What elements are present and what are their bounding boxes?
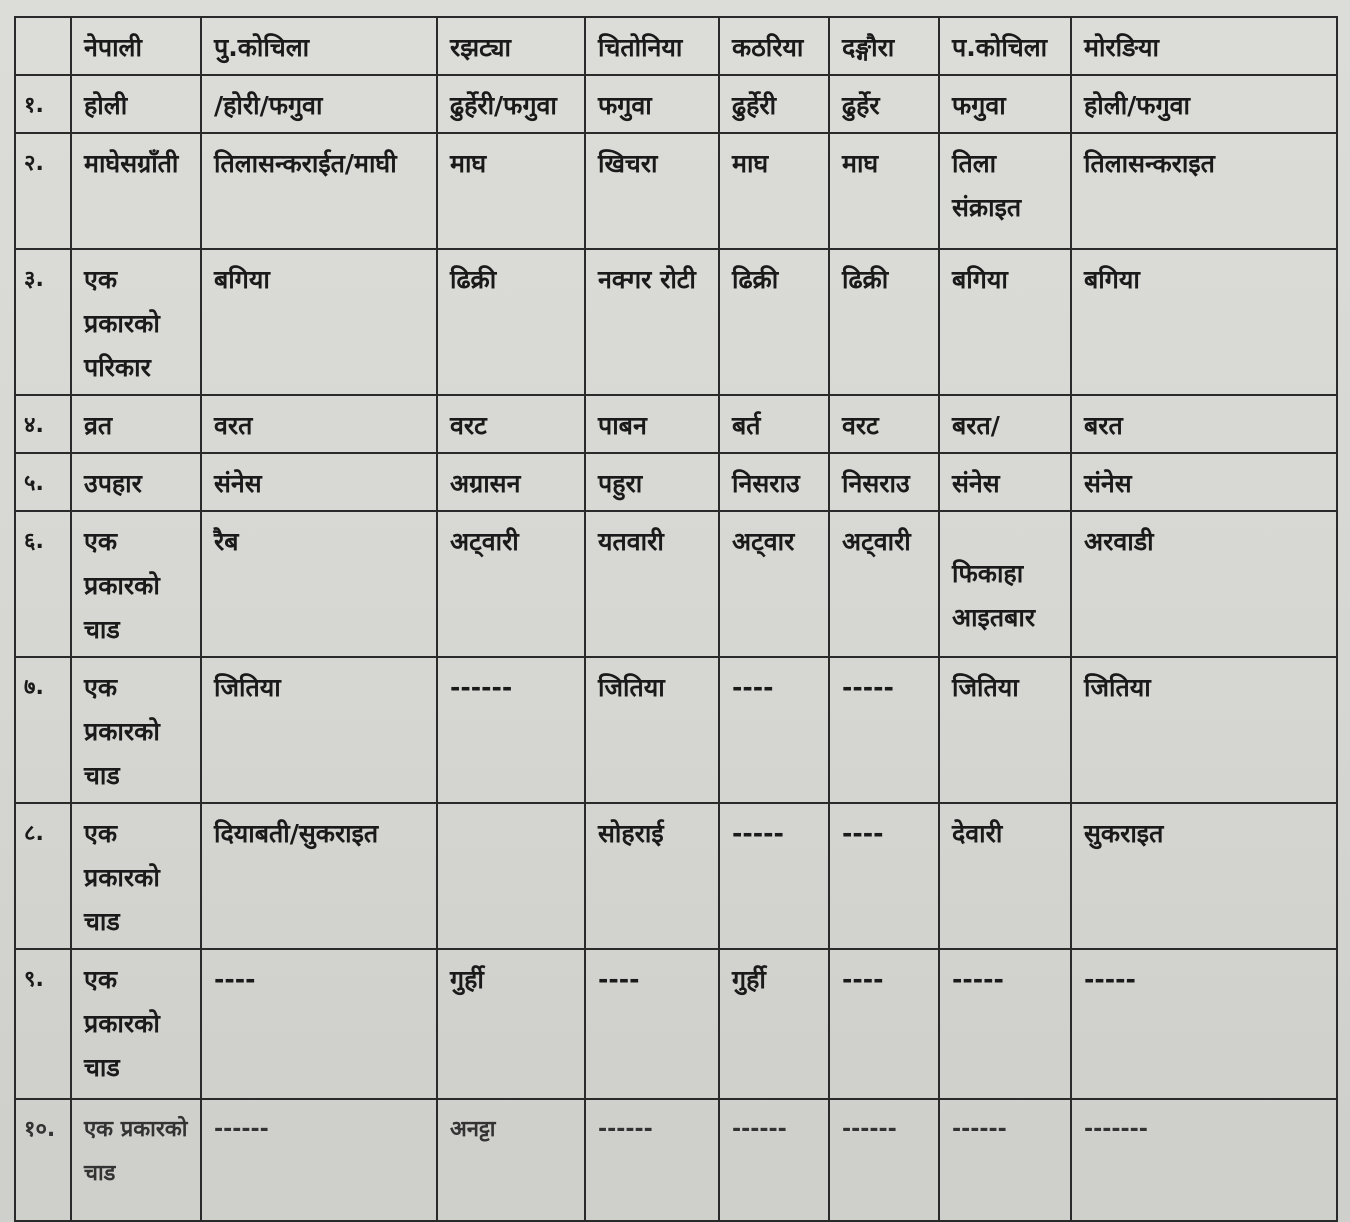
table-row bbox=[15, 453, 1337, 511]
data-cell: जितिया bbox=[585, 657, 719, 803]
data-cell: तिलासन्कराईत/माघी bbox=[201, 133, 437, 249]
data-cell: होली/फगुवा bbox=[1071, 75, 1337, 133]
data-cell: ---- bbox=[829, 803, 939, 949]
data-cell: तिलासन्कराइत bbox=[1071, 133, 1337, 249]
data-cell: निसराउ bbox=[829, 453, 939, 511]
row-number: १. bbox=[15, 75, 71, 133]
data-cell: रैब bbox=[201, 511, 437, 657]
data-cell: बरत/ bbox=[939, 395, 1071, 453]
data-cell: बरत bbox=[1071, 395, 1337, 453]
data-cell: फगुवा bbox=[939, 75, 1071, 133]
data-cell: माघ bbox=[829, 133, 939, 249]
data-cell: यतवारी bbox=[585, 511, 719, 657]
table-row bbox=[15, 803, 1337, 949]
term-cell: एक प्रकारको चाड bbox=[71, 803, 201, 949]
data-cell: अट्वार bbox=[719, 511, 829, 657]
data-cell: ----- bbox=[939, 949, 1071, 1099]
row-number: ३. bbox=[15, 249, 71, 395]
data-cell: ------ bbox=[719, 1099, 829, 1221]
data-cell: अरवाडी bbox=[1071, 511, 1337, 657]
data-cell: सोहराई bbox=[585, 803, 719, 949]
table-row bbox=[15, 249, 1337, 395]
data-cell: वरत bbox=[201, 395, 437, 453]
data-cell: वरट bbox=[829, 395, 939, 453]
data-cell: अट्वारी bbox=[437, 511, 585, 657]
term-cell: माघेसग्राँती bbox=[71, 133, 201, 249]
data-cell: जितिया bbox=[201, 657, 437, 803]
data-cell: ढुर्हेर bbox=[829, 75, 939, 133]
header-cell: मोरङिया bbox=[1071, 17, 1337, 75]
data-cell: संनेस bbox=[939, 453, 1071, 511]
header-cell: चितोनिया bbox=[585, 17, 719, 75]
header-cell: प.कोचिला bbox=[939, 17, 1071, 75]
term-cell: एक प्रकारको परिकार bbox=[71, 249, 201, 395]
table-row bbox=[15, 75, 1337, 133]
term-cell: होली bbox=[71, 75, 201, 133]
data-cell: संनेस bbox=[1071, 453, 1337, 511]
data-cell: ------ bbox=[437, 657, 585, 803]
term-cell: एक प्रकारको चाड bbox=[71, 1099, 201, 1221]
row-number: ४. bbox=[15, 395, 71, 453]
table-row bbox=[15, 949, 1337, 1099]
data-cell: नक्गर रोटी bbox=[585, 249, 719, 395]
table-row bbox=[15, 657, 1337, 803]
data-cell: जितिया bbox=[1071, 657, 1337, 803]
data-cell: ---- bbox=[829, 949, 939, 1099]
row-number: ७. bbox=[15, 657, 71, 803]
row-number: ९. bbox=[15, 949, 71, 1099]
header-cell: रझट्या bbox=[437, 17, 585, 75]
table-row bbox=[15, 395, 1337, 453]
data-cell: /होरी/फगुवा bbox=[201, 75, 437, 133]
table-row bbox=[15, 1099, 1337, 1221]
data-cell: देवारी bbox=[939, 803, 1071, 949]
data-cell: ढिक्री bbox=[829, 249, 939, 395]
data-cell: ढुर्हेरी bbox=[719, 75, 829, 133]
festival-terms-table bbox=[14, 16, 1338, 1222]
data-cell: ---- bbox=[719, 657, 829, 803]
data-cell: जितिया bbox=[939, 657, 1071, 803]
header-cell bbox=[15, 17, 71, 75]
data-cell: ----- bbox=[719, 803, 829, 949]
data-cell: माघ bbox=[719, 133, 829, 249]
term-cell: एक प्रकारको चाड bbox=[71, 511, 201, 657]
term-cell: व्रत bbox=[71, 395, 201, 453]
data-cell: ------- bbox=[1071, 1099, 1337, 1221]
data-cell: ----- bbox=[829, 657, 939, 803]
data-cell bbox=[437, 803, 585, 949]
table-row bbox=[15, 511, 1337, 657]
data-cell: पाबन bbox=[585, 395, 719, 453]
header-cell: कठरिया bbox=[719, 17, 829, 75]
data-cell: संनेस bbox=[201, 453, 437, 511]
data-cell: गुर्ही bbox=[719, 949, 829, 1099]
row-number: ५. bbox=[15, 453, 71, 511]
data-cell: अट्वारी bbox=[829, 511, 939, 657]
data-cell: ढिक्री bbox=[719, 249, 829, 395]
data-cell: ---- bbox=[201, 949, 437, 1099]
data-cell: ढिक्री bbox=[437, 249, 585, 395]
header-row bbox=[15, 17, 1337, 75]
data-cell: माघ bbox=[437, 133, 585, 249]
term-cell: एक प्रकारको चाड bbox=[71, 949, 201, 1099]
row-number: ८. bbox=[15, 803, 71, 949]
data-cell: ------ bbox=[585, 1099, 719, 1221]
term-cell: एक प्रकारको चाड bbox=[71, 657, 201, 803]
data-cell: ----- bbox=[1071, 949, 1337, 1099]
data-cell: वरट bbox=[437, 395, 585, 453]
data-cell: बगिया bbox=[939, 249, 1071, 395]
row-number: १०. bbox=[15, 1099, 71, 1221]
data-cell: ढुर्हेरी/फगुवा bbox=[437, 75, 585, 133]
term-cell: उपहार bbox=[71, 453, 201, 511]
row-number: ६. bbox=[15, 511, 71, 657]
data-cell: पहुरा bbox=[585, 453, 719, 511]
data-cell: फिकाहा आइतबार bbox=[939, 511, 1071, 657]
data-cell: तिला संक्राइत bbox=[939, 133, 1071, 249]
data-cell: गुर्ही bbox=[437, 949, 585, 1099]
header-cell: दङ्गौरा bbox=[829, 17, 939, 75]
header-cell: नेपाली bbox=[71, 17, 201, 75]
data-cell: बर्त bbox=[719, 395, 829, 453]
data-cell: ---- bbox=[585, 949, 719, 1099]
header-cell: पु.कोचिला bbox=[201, 17, 437, 75]
data-cell: बगिया bbox=[1071, 249, 1337, 395]
data-cell: निसराउ bbox=[719, 453, 829, 511]
data-cell: दियाबती/सुकराइत bbox=[201, 803, 437, 949]
data-cell: खिचरा bbox=[585, 133, 719, 249]
data-cell: ------ bbox=[201, 1099, 437, 1221]
table-body bbox=[15, 17, 1337, 1221]
row-number: २. bbox=[15, 133, 71, 249]
data-cell: ------ bbox=[939, 1099, 1071, 1221]
data-cell: अनट्टा bbox=[437, 1099, 585, 1221]
data-cell: ------ bbox=[829, 1099, 939, 1221]
table-row bbox=[15, 133, 1337, 249]
data-cell: सुकराइत bbox=[1071, 803, 1337, 949]
data-cell: अग्रासन bbox=[437, 453, 585, 511]
data-cell: फगुवा bbox=[585, 75, 719, 133]
data-cell: बगिया bbox=[201, 249, 437, 395]
